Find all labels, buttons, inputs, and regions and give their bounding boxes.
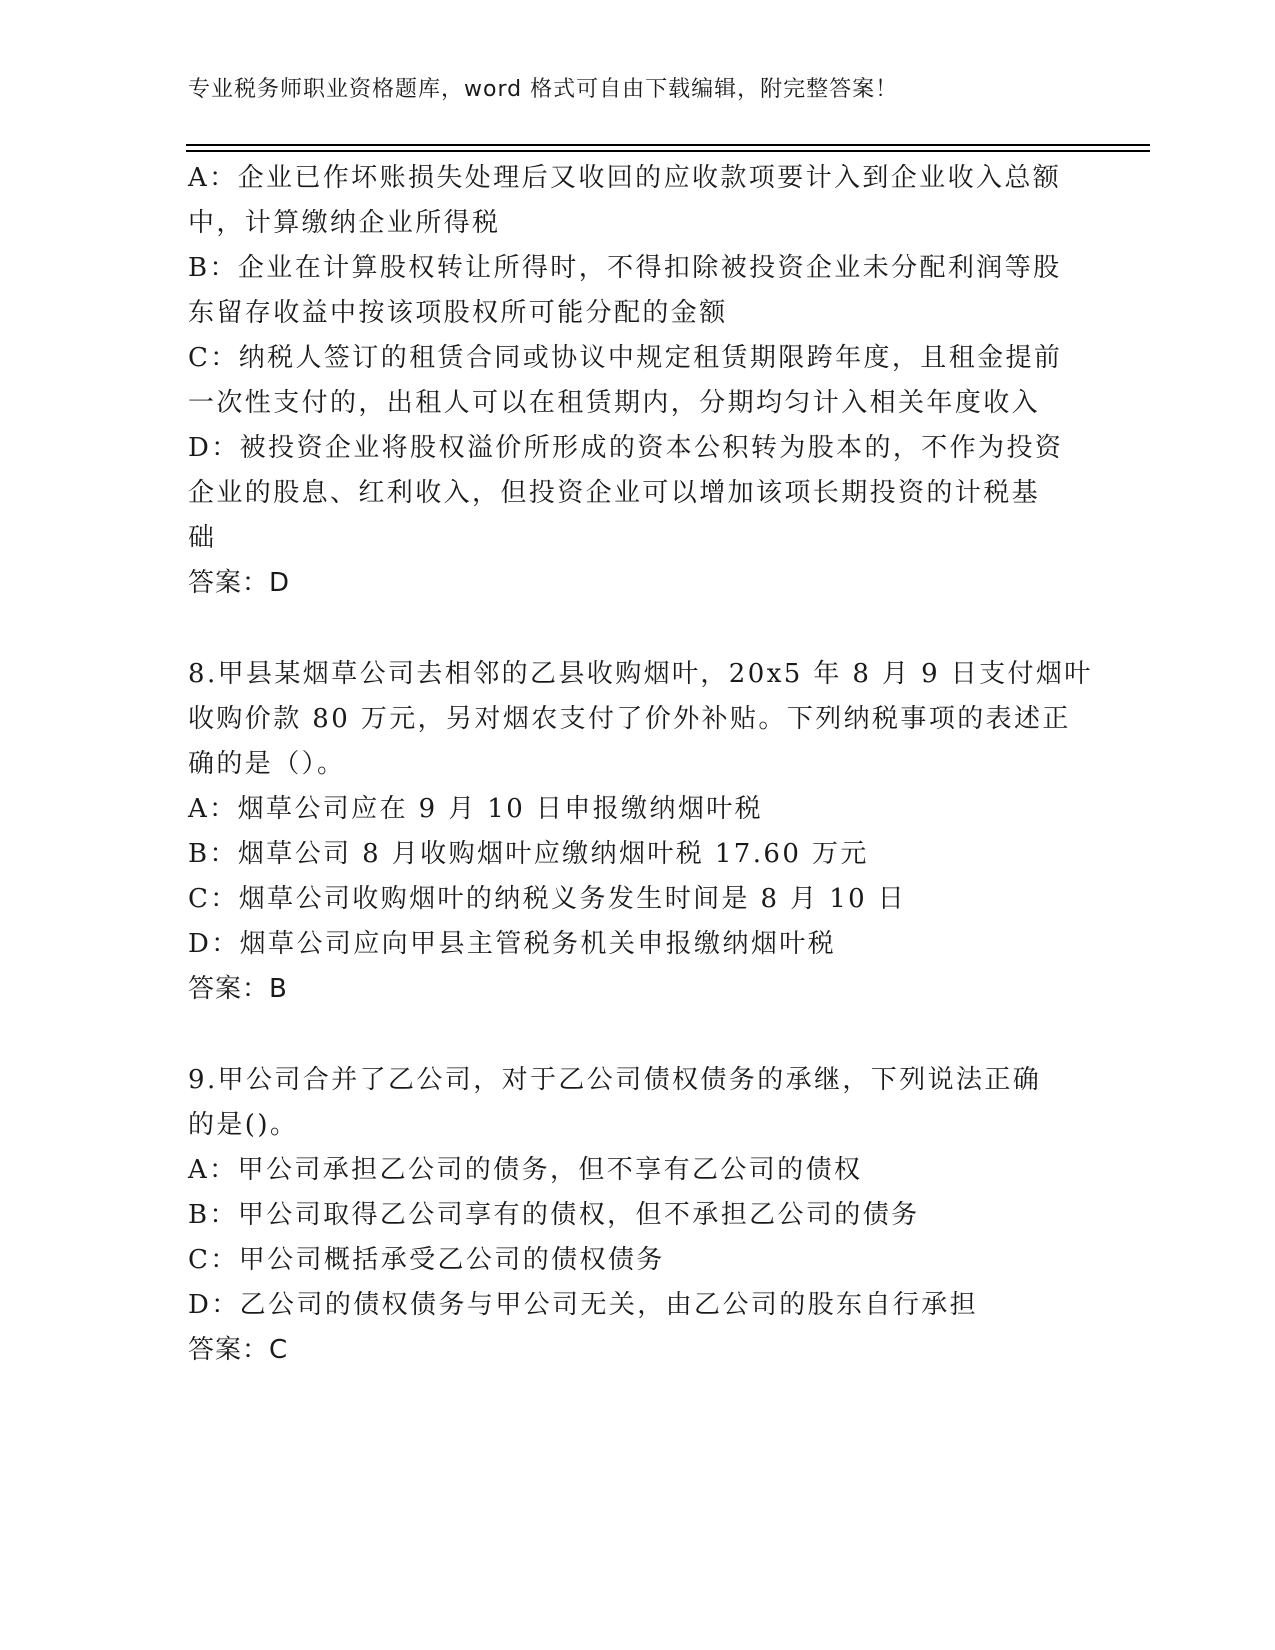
- q7-option-c-line-1: C：纳税人签订的租赁合同或协议中规定租赁期限跨年度，且租金提前: [188, 343, 1063, 373]
- q9-option-d: D：乙公司的债权债务与甲公司无关，由乙公司的股东自行承担: [188, 1290, 979, 1320]
- spacer: [188, 1012, 1088, 1058]
- document-body: [188, 156, 1093, 1373]
- page-header: 专业税务师职业资格题库，word 格式可自由下载编辑，附完整答案！: [188, 77, 899, 102]
- question-9-block: [188, 1058, 1088, 1373]
- q7-option-a-line-2: 中，计算缴纳企业所得税: [188, 208, 501, 238]
- q9-option-c: C：甲公司概括承受乙公司的债权债务: [188, 1245, 665, 1275]
- header-rule-bottom: [186, 150, 1150, 152]
- q8-option-b: B：烟草公司 8 月收购烟叶应缴纳烟叶税 17.60 万元: [188, 839, 869, 869]
- q7-option-b-line-1: B：企业在计算股权转让所得时，不得扣除被投资企业未分配利润等股: [188, 253, 1062, 283]
- q8-option-c: C：烟草公司收购烟叶的纳税义务发生时间是 8 月 10 日: [188, 884, 907, 914]
- q9-stem-line-2: 的是()。: [188, 1110, 299, 1140]
- q9-answer: 答案：C: [188, 1335, 289, 1365]
- q8-stem-line-2: 收购价款 80 万元，另对烟农支付了价外补贴。下列纳税事项的表述正: [188, 704, 1071, 734]
- question-7-block: [188, 156, 1088, 606]
- q7-option-d-line-3: 础: [188, 523, 217, 553]
- header-rule-top: [186, 144, 1150, 146]
- q7-option-a-line-1: A：企业已作坏账损失处理后又收回的应收款项要计入到企业收入总额: [188, 163, 1062, 193]
- q9-stem-line-1: 9.甲公司合并了乙公司，对于乙公司债权债务的承继，下列说法正确: [188, 1065, 1042, 1095]
- q7-option-d-line-2: 企业的股息、红利收入，但投资企业可以增加该项长期投资的计税基: [188, 478, 1041, 508]
- q7-option-c-line-2: 一次性支付的，出租人可以在租赁期内，分期均匀计入相关年度收入: [188, 388, 1041, 418]
- q8-option-d: D：烟草公司应向甲县主管税务机关申报缴纳烟叶税: [188, 929, 837, 959]
- q8-answer: 答案：B: [188, 974, 288, 1004]
- q8-stem-line-3: 确的是（）。: [188, 749, 346, 779]
- q8-stem-line-1: 8.甲县某烟草公司去相邻的乙县收购烟叶，20x5 年 8 月 9 日支付烟叶: [188, 659, 1093, 689]
- question-8-block: [188, 652, 1093, 1012]
- q9-option-b: B：甲公司取得乙公司享有的债权，但不承担乙公司的债务: [188, 1200, 920, 1230]
- q8-option-a: A：烟草公司应在 9 月 10 日申报缴纳烟叶税: [188, 794, 764, 824]
- q7-option-b-line-2: 东留存收益中按该项股权所可能分配的金额: [188, 298, 728, 328]
- spacer: [188, 606, 1088, 652]
- q9-option-a: A：甲公司承担乙公司的债务，但不享有乙公司的债权: [188, 1155, 863, 1185]
- q7-answer: 答案：D: [188, 568, 291, 598]
- q7-option-d-line-1: D：被投资企业将股权溢价所形成的资本公积转为股本的，不作为投资: [188, 433, 1064, 463]
